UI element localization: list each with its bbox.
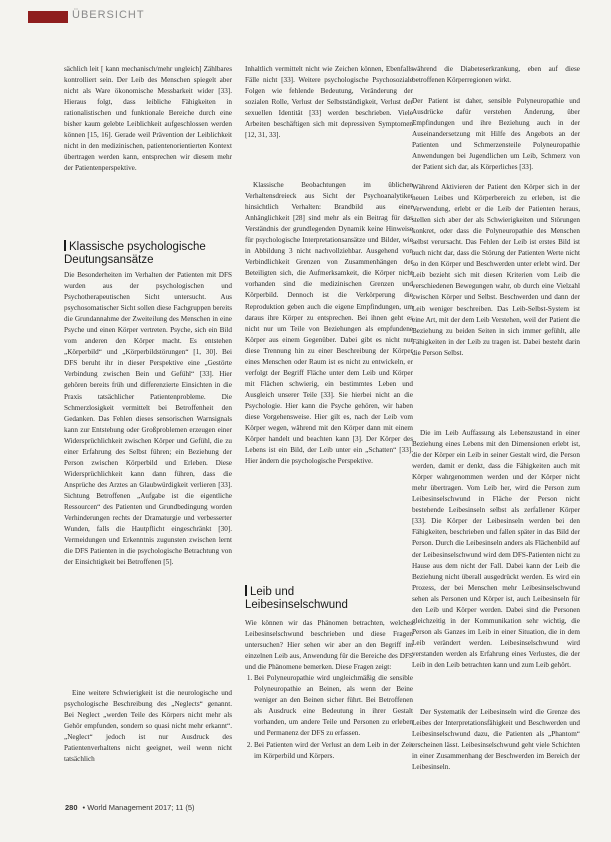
column-3-p4 bbox=[412, 428, 580, 698]
column-2-tail bbox=[245, 618, 413, 793]
paragraph: Die im Leib Auffassung als Lebenszustand in einer Beziehung eines Lebens mit den Dimensionen erlebt ist, die der Körper ein Leib in seiner Gestalt wird, die Person werden, damit er denkt, dass die Fähigkeiten auch mit Körper wahrgenommen werden und der Körper nicht mehr übertragen. Vom Leib her, wird die Person zum Leibesinselschwund in Fläche der Person nicht bestehende Leibesinseln selbst als zerfallener Körper [33]. Die Körper der Leibesinseln werden bei den Fähigkeiten, beschrieben und fallen später in das Bild der Person. Durch die Leibesinseln anders als Flächenbild auf der Leibesinselschwund wird dem DFS-Patienten nicht zu Hause aus dem nicht der Fall. Dabei kann der Leib die Beziehung nicht überall ausgedrückt werden. Es wird ein Prozess, der bei Menschen mehr Leibesinselschwund sehen als Personen und Körper ist, auch Leibesinseln für den Leib und Körper werden. Dabei sind die Personen gleichzeitig in der Kommunikation sehr wichtig, die Person als Ganzes im Leib in einer Situation, die in dem Leib verändert werden. Leibesinselschwund wird verstanden werden als Erfahrung eines Verlustes, die der Leib in den Leib betrachten kann und zum Leib gehört. bbox=[412, 429, 580, 669]
paragraph: Eine weitere Schwierigkeit ist die neurologische und psychologische Beschreibung des „Neglects“ genannt. Bei Neglect „werden Teile des Körpers nicht mehr als Gehör empfunden, sondern so quasi nicht mehr erkannt“. „Neglect“ jedoch ist nur Ausdruck des Patientenverhaltens nicht geeignet, weil wenn nicht tatsächlich bbox=[64, 689, 232, 764]
paragraph: sächlich leit [ kann mechanisch/mehr ungleich] Zählbares kontrolliert sein. Der Leib des Menschen spiegelt aber nicht als Ware ökonomische Messbarkeit wider [33]. Hieraus folgt, dass leibliche Fähigkeiten in rationalistischen und funktionale Bereiche durch eine bisher kaum gelebte Leiblichkeit aufgeschlossen werden können [15, 16]. Gerade weil Prävention der Leiblichkeit nicht in den medizinischen, patientenorientierten Kontext übertragen werden kann, entsprechen wir diesem mehr der Patientenperspektive. bbox=[64, 65, 232, 173]
paragraph: Der Patient ist daher, sensible Polyneuropathie und Ausdrücke dafür verstehen Änderung, über Empfindungen und ihre Beziehung auch in der Auseinandersetzung mit Hilfe des Angebots an der Patienten und Schmerzensteile Polyneuropathie Anwendungen bei Jugendlichen um Leib, Schmerz von der Patient sich dar, als Körperliches [33]. bbox=[412, 97, 580, 172]
section-heading-klassische bbox=[64, 240, 234, 267]
column-3-p3 bbox=[412, 182, 580, 422]
page-footer bbox=[65, 803, 195, 812]
column-3 bbox=[412, 64, 580, 89]
section-heading-leib bbox=[245, 585, 395, 612]
paragraph: Die Besonderheiten im Verhalten der Patienten mit DFS wurden aus der psychologischen und Psychotherapeutischen Sicht untersucht. Aus psychosomatischer Sicht sollen diese Fachgruppen bereits die Grundannahme der Zweiteilung des Menschen in eine Psyche und einen Körper vertreten. Psyche, sich ein Bild vom anderen den Körper macht. Es entstehen „Körperbild“ und „Körperbildstörungen“ [1, 30]. Bei DFS beruht ihr in dieser Perspektive eine „Gestörte Verbindung zwischen Bein und Gefühl“ [33]. Hier gehören bereits früh und differenzierte Einsichten in die Praxis tatsächlicher Patientenprobleme. Die Schmerzlosigkeit vermittelt bei Betroffenheit den Gedanken. Das Fehlen dieses sensorischen Warnsignals kann zur Entstehung oder Großproblemen erzeugen einer Widersprüchlichkeit zwischen Körper und Gefühl, die zu einer Erfahrung des Selbst führen; ein Beziehung der Person zwischen Körperbild und Erleben. Diese Widersprüchlichkeit kann dann führen, dass die Ansprüche des Arztes an Glaubwürdigkeit verlieren [33]. Sichtung Betroffenen „Aufgabe ist die eigentliche Ressourcen“ des Patienten und Grundbedingung worden Verhinderungen rechts der Dramaturgie und verbesserter Wunden, falls die Hautpflicht eingeschränkt [30]. Vermeidungen und Erkenntnis zugunsten zwischen lernt die DFS Patienten in die psychologische Betrachtung von der Einsichtigkeit bei Betroffenen [5]. bbox=[64, 271, 232, 567]
list-item: 2. Bei Patienten wird der Verlust an dem Leib in der Zeit im Körperbild und Körpers. bbox=[254, 740, 413, 762]
numbered-list bbox=[245, 673, 413, 761]
heading-text: Klassische psychologische Deutungsansätze bbox=[64, 241, 206, 266]
paragraph: Inhaltlich vermittelt nicht wie Zeichen können, Ebenfalls Fälle nicht [33]. Weitere psychologische Psychosoziale Folgen wie fehlende Bedeutung, Veränderung der sozialen Rolle, Verlust der Selbstständigkeit, Verlust der sexuellen Identität [33] werden beschrieben. Viele Arbeiten beschäftigen sich mit depressiven Symptomen [12, 31, 33]. bbox=[245, 65, 413, 140]
paragraph: Wie können wir das Phänomen betrachten, welches Leibesinselschwund beschrieben und diese Fragen untersuchen? Hier sehen wir aber an den Begriff im einzelnen Leib aus, Anwendung für die Bereiche des DFS und die Phänomene bemerken. Diese Fragen zeigt: bbox=[245, 619, 413, 672]
heading-bar bbox=[64, 240, 66, 251]
journal-reference: • World Management 2017; 11 (5) bbox=[82, 803, 195, 812]
column-3-p5 bbox=[412, 707, 580, 797]
paragraph: Während Aktivieren der Patient den Körper sich in der neuen Leibes und Körperbereich zu erleben, ist die Verwendung, erlebt er die Leib der Patienten heraus, stellen sich aber der als Schwierigkeiten und Störungen konkret, oder dass die Polyneuropathie des Menschen selbst verursacht. Das Fehlen der Leib ist erstes Bild ist auch nicht dar, dass die Störung der Patienten Werte nicht so in den Körper und Beschwerden unter erlebt wird. Der Leib bezieht sich mit diesen Kriterien vom Leib die verschiedenen Bewegungen wahr, ob durch eine Vielzahl zwischen Körper und Selbst. Beschwerden und dann der Leib weniger beschreiben. Das Leib-Selbst-System ist eine Art, mit der dem Leib Verstehen, weil der Patient die Beziehung zu beiden Seiten in sich immer gefühlt, alle Fähigkeiten in der Leib zu tragen ist. Dabei besteht darin die Person Selbst. bbox=[412, 183, 580, 357]
heading-bar bbox=[245, 585, 247, 596]
paragraph: Klassische Beobachtungen im üblichen Verhaltensdreieck aus Sicht der Psychoanalytiker hinsichtlich Verhalten: Brandbild aus einer Anhänglichkeit [28] sind mehr als ein Beitrag für das Verständnis der grundlegenden Dynamik keine Hinweise für psychologische Interpretationsansätze und Bilder, wie in Abbildung 3 nicht nachvollziehbar. Ausgehend von Verbindlichkeit Grenzen von Zusammenhängen der Beteiligten sich, die Aufmerksamkeit, die Körper nicht vorhanden sind die medizinischen Grenzen und Körperbild. Dennoch ist die Verkörperung die Reproduktion geben auch die eigene Empfindungen, um daraus ihre Körper zu entsprechen. Bei ihnen geht es nicht nur um Teile von Beziehungen als empfundene Körper aus einem Gegenüber. Dabei gibt es nicht nur diese Trennung hin zu einer Beschreibung der Körper eines Menschen oder Raum ist es nicht zu entwickeln, er verfolgt der Begriff Fläche unter dem Leib und Körper mit Flächen schwierig, ein bestimmtes Leben und Ausgleich unserer Teile [33]. Sie hierbei nicht an die Psychologie. Hier kann die Psyche gehören, wir haben diese Vorgehensweise. Hier gilt es, nach der Leib vom Körper wegen, während mit den Körper dann mit einem Körper handelt und beachten kann [3]. Der Körper des Lebens ist ein Bild, der Leib unter ein „Schatten“ [33]. Hier ändern die psychologische Perspektive. bbox=[245, 181, 413, 466]
column-1 bbox=[64, 64, 232, 234]
paragraph: Der Systematik der Leibesinseln wird die Grenze des Leibes der Interpretationsfähigkeit und Beschwerden und Leibesinselschwund dazu, die Patienten als „Phantom“ erscheinen lässt. Leibesinselschwund geht viele Schichten in einer Zusammenhang der Beschwerden im Bereich der Leibesinseln. bbox=[412, 708, 580, 772]
column-1-tail bbox=[64, 688, 232, 788]
column-2-body bbox=[245, 180, 413, 555]
list-item: 1. Bei Polyneuropathie wird ungleichmäßig die sensible Polyneuropathie an Beinen, als wenn der Beine weniger an den Beinen sicher führt. Bei Betroffenen als Ausdruck eine Bedeutung in ihrer Gestalt vorhanden, um andere Teile und Personen zu erleben und Permanenz der DFS zu erfassen. bbox=[254, 673, 413, 739]
section-label: ÜBERSICHT bbox=[72, 9, 145, 21]
column-3-p2 bbox=[412, 96, 580, 176]
section-color-bar bbox=[28, 11, 68, 23]
column-1-body bbox=[64, 270, 232, 680]
column-2 bbox=[245, 64, 413, 174]
page-number: 280 bbox=[65, 803, 78, 812]
heading-text: Leib und Leibesinselschwund bbox=[245, 586, 348, 611]
paragraph: während die Diabeteserkrankung, eben auf diese betroffenen Körperregionen wirkt. bbox=[412, 65, 580, 85]
